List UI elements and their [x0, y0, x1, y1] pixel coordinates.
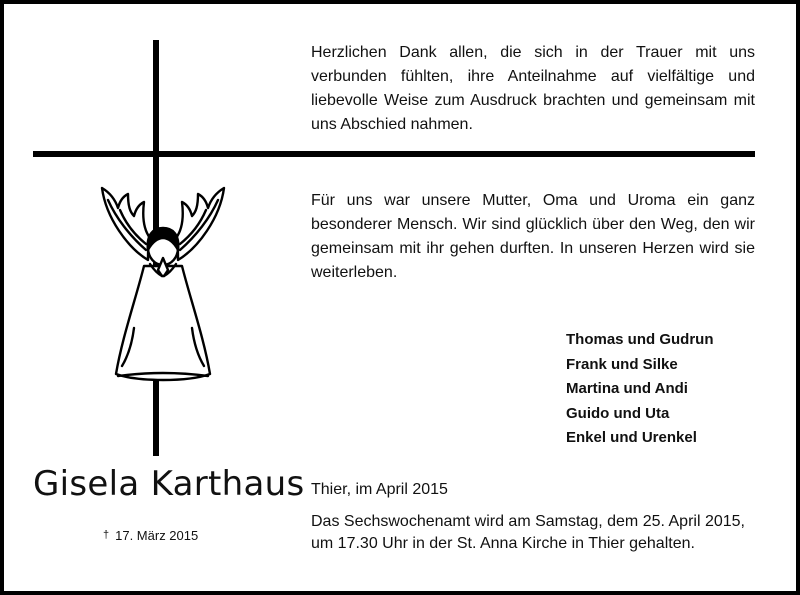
signer: Frank und Silke — [566, 355, 678, 373]
tribute-paragraph: Für uns war unsere Mutter, Oma und Uroma ein ganz besonderer Mensch. Wir sind glücklich über den Weg, den wir gemeinsam mit ihr gehen durften. In unseren Herzen wird sie weiterleben. — [311, 192, 755, 281]
death-date-line — [103, 527, 198, 546]
signer: Enkel und Urenkel — [566, 429, 697, 446]
death-date: 17. März 2015 — [115, 528, 199, 543]
cross-beam — [33, 151, 755, 157]
angel-icon — [98, 178, 228, 383]
dagger-icon: † — [103, 529, 110, 541]
service-line: Das Sechswochenamt wird am Samstag, dem 25. April 2015, — [311, 513, 745, 530]
signers-list — [566, 328, 714, 451]
place-date: Thier, im April 2015 — [311, 481, 448, 498]
signer: Martina und Andi — [566, 380, 688, 397]
signer: Thomas und Gudrun — [566, 331, 714, 348]
service-line: um 17.30 Uhr in der St. Anna Kirche in Thier gehalten. — [311, 535, 695, 552]
signer: Guido und Uta — [566, 404, 670, 422]
thanks-paragraph: Herzlichen Dank allen, die sich in der Trauer mit uns verbunden fühlten, ihre Anteilnahme auf vielfältige und liebevolle Weise zum Ausdruck brachten und gemeinsam mit uns Abschied nahmen. — [311, 44, 755, 133]
deceased-name: Gisela Karthaus — [33, 464, 305, 504]
service-info — [311, 511, 761, 555]
